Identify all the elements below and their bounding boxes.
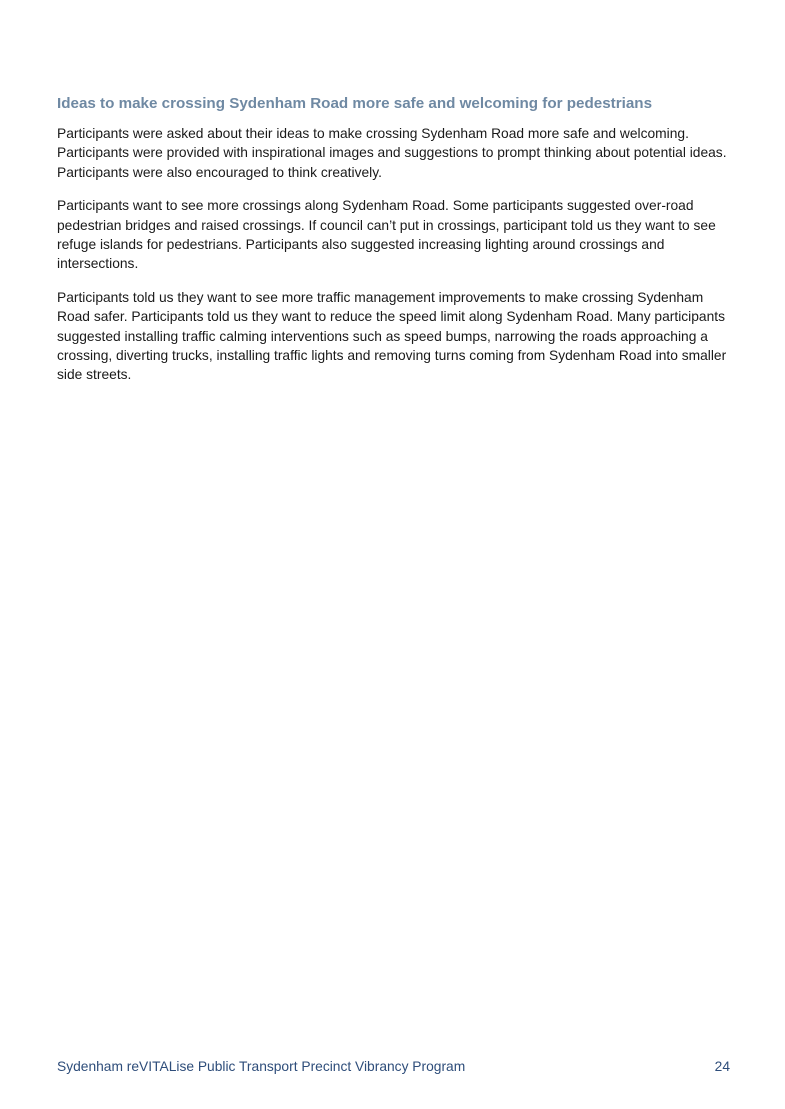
page-footer <box>57 1059 730 1074</box>
section-heading: Ideas to make crossing Sydenham Road more safe and welcoming for pedestrians <box>57 95 653 112</box>
paragraph-2: Participants want to see more crossings along Sydenham Road. Some participants suggested over-road pedestrian bridges and raised crossings. If council can’t put in crossings, participant told us they want to see refuge islands for pedestrians. Participants also suggested increasing lighting around crossings and intersections. <box>57 198 716 272</box>
page-number: 24 <box>714 1059 730 1074</box>
paragraph-1: Participants were asked about their ideas to make crossing Sydenham Road more safe and welcoming. Participants were provided with inspirational images and suggestions to prompt thinking about potential ideas. Participants were also encouraged to think creatively. <box>57 126 727 180</box>
page-content <box>57 94 737 399</box>
footer-title: Sydenham reVITALise Public Transport Precinct Vibrancy Program <box>57 1059 466 1074</box>
paragraph-3: Participants told us they want to see more traffic management improvements to make crossing Sydenham Road safer. Participants told us they want to reduce the speed limit along Sydenham Road. Many participants suggested installing traffic calming interventions such as speed bumps, narrowing the roads approaching a crossing, diverting trucks, installing traffic lights and removing turns coming from Sydenham Road into smaller side streets. <box>57 290 727 383</box>
